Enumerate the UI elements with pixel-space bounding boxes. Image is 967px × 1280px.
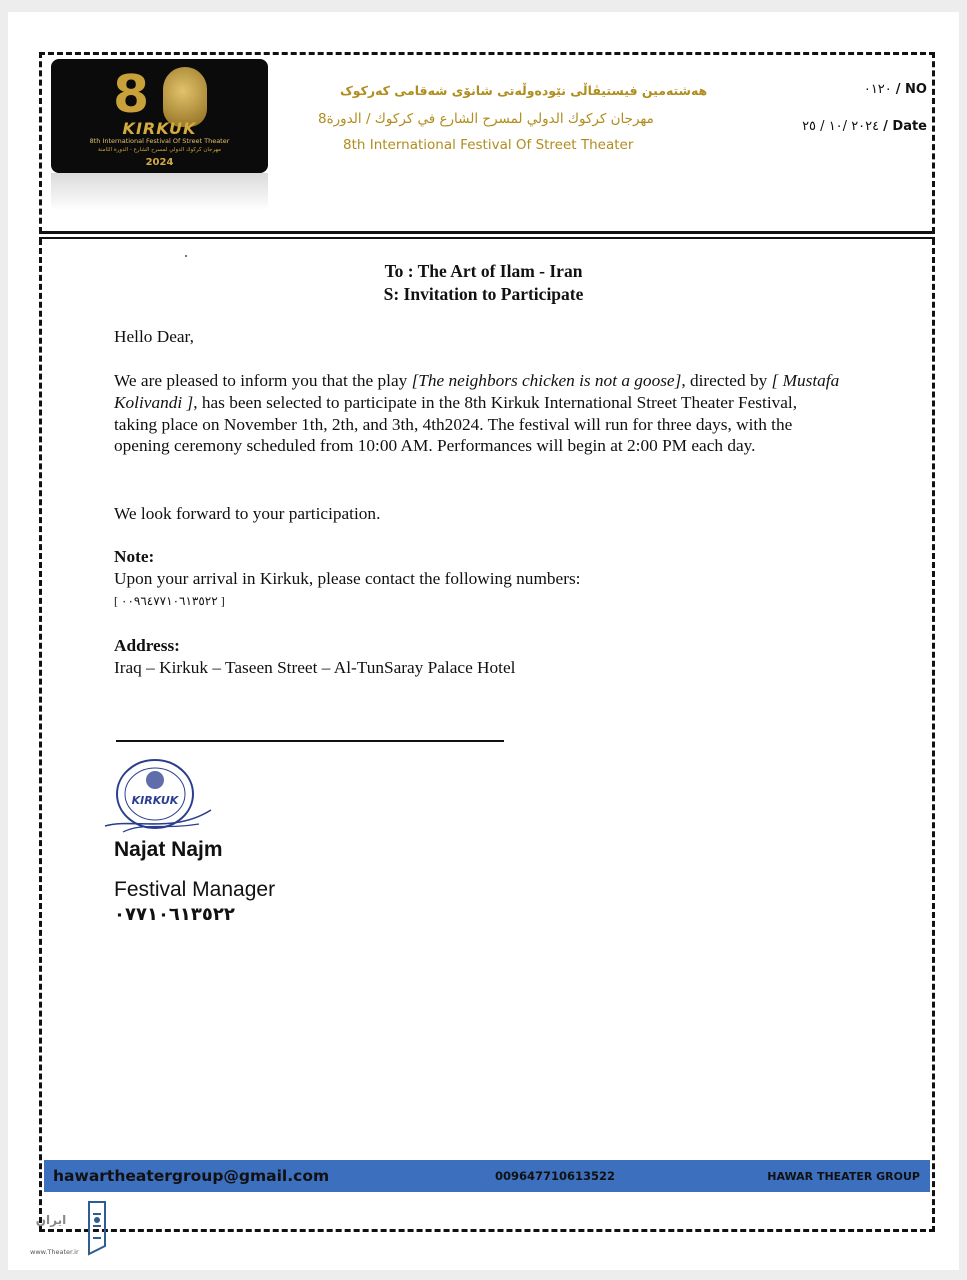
director-name: [ Mustafa Kolivandi ] — [114, 371, 840, 412]
letter-date-value: ٢٠٢٤ /١٠ / ٢٥ — [802, 119, 880, 134]
stray-mark — [185, 255, 187, 257]
address-text: Iraq – Kirkuk – Taseen Street – Al-TunSaray Palace Hotel — [114, 658, 516, 677]
header-title-kurdish: هەشتەمین فیستیڤاڵی نێودەوڵەتی شانۆی شەقامی کەرکوک — [340, 83, 708, 98]
note-numbers: [ ٠٠٩٦٤٧٧١٠٦١٣٥٢٢ ] — [114, 594, 225, 608]
letter-number-value: ٠١٢٠ — [863, 82, 892, 97]
official-stamp-icon — [103, 752, 213, 836]
note-text: Upon your arrival in Kirkuk, please contact the following numbers: — [114, 569, 581, 588]
logo-arabic: مهرجان كركوك الدولي لمسرح الشارع - الدورة الثامنة — [98, 147, 221, 153]
letter-number-label: / NO — [895, 82, 927, 97]
frame-right-border — [932, 239, 935, 1232]
svg-text:ایران: ایران — [35, 1213, 67, 1227]
logo-face-icon — [163, 67, 207, 127]
letter-number — [864, 82, 927, 97]
body-text-a: We are pleased to inform you that the play — [114, 371, 412, 390]
letter-date-label: / Date — [883, 119, 927, 134]
recipient-line: To : The Art of Ilam - Iran — [384, 261, 583, 281]
stamp-text: KIRKUK — [131, 794, 179, 807]
body-paragraph-2: We look forward to your participation. — [114, 504, 381, 523]
logo-number: 8 — [113, 65, 150, 125]
frame-bottom-border — [39, 1229, 935, 1232]
header-rule — [39, 231, 935, 234]
signer-title: Festival Manager — [114, 878, 276, 901]
signer-name: Najat Najm — [114, 838, 223, 861]
footer-email[interactable]: hawartheatergroup@gmail.com — [53, 1167, 330, 1185]
header-rule-thin — [39, 237, 935, 239]
watermark-url: www.Theater.ir — [30, 1248, 79, 1256]
logo-word: KIRKUK — [122, 119, 197, 138]
greeting: Hello Dear, — [114, 327, 194, 346]
header-title-arabic: مهرجان كركوك الدولي لمسرح الشارع في كركوك / الدورة8 — [318, 111, 654, 127]
festival-logo — [51, 59, 268, 173]
frame-left-border — [39, 239, 42, 1232]
header-title-english: 8th International Festival Of Street Theater — [343, 137, 634, 153]
logo-subtitle: 8th International Festival Of Street Theater — [89, 137, 230, 145]
footer-group-name: HAWAR THEATER GROUP — [767, 1170, 920, 1183]
play-title: [The neighbors chicken is not a goose] — [411, 371, 682, 390]
signature-line — [116, 740, 504, 742]
letter-date — [802, 119, 927, 134]
signer-phone: ٠٧٧١٠٦١٣٥٢٢ — [114, 904, 235, 925]
logo-reflection — [51, 173, 268, 211]
footer-phone: 009647710613522 — [495, 1169, 616, 1183]
footer-bar — [44, 1160, 930, 1192]
note-heading: Note: — [114, 547, 155, 566]
subject-line: S: Invitation to Participate — [383, 284, 584, 304]
body-text-b: , directed by — [681, 371, 772, 390]
body-paragraph-1 — [114, 370, 844, 457]
logo-year: 2024 — [145, 157, 174, 168]
address-heading: Address: — [114, 636, 180, 655]
body-text-c: , has been selected to participate in the 8th Kirkuk International Street Theater Festival, taking place on November 1th, 2th, and 3th, 4th2024. The festival will run for three days, with the opening ceremony scheduled from 10:00 AM. Performances will begin at 2:00 PM each day. — [114, 392, 798, 456]
